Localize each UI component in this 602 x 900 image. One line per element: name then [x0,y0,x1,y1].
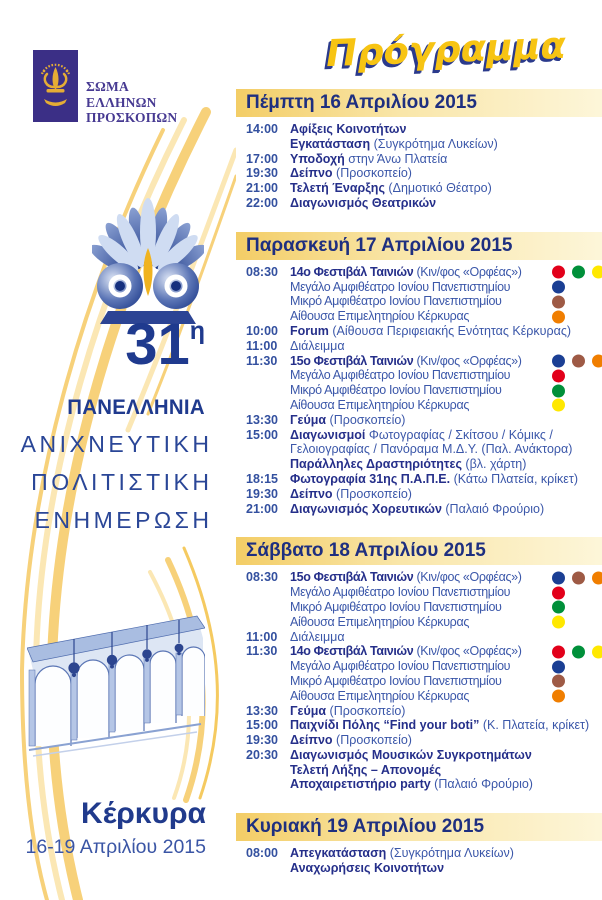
event-name: Παράλληλες Δραστηριότητες [290,457,462,472]
event-text [290,196,436,211]
event-detail: (Κ. Πλατεία, κρίκετ) [479,718,590,733]
day-section [236,813,602,876]
day-section [236,537,602,792]
schedule-row [246,457,602,472]
event-text [290,502,544,517]
event-text [290,630,345,645]
event-detail: Μεγάλο Αμφιθέατρο Ιονίου Πανεπιστημίου [290,659,511,674]
event-detail: Φωτογραφίας / Σκίτσου / Κόμικς / [365,427,553,442]
schedule-row [246,487,602,502]
time-label: 08:30 [246,264,278,279]
event-text [290,472,578,487]
venue-dot-brown [552,675,565,688]
org-name-line: ΠΡΟΣΚΟΠΩΝ [86,110,178,125]
schedule-row [246,861,602,876]
event-detail: (βλ. χάρτη) [461,457,527,472]
event-text [290,398,469,413]
event-detail: (Προσκοπείο) [326,703,406,718]
event-text [290,137,498,152]
venue-dots [552,280,565,293]
event-name: Αναχωρήσεις Κοινοτήτων [290,861,445,876]
schedule-row [246,280,602,295]
event-detail: (Προσκοπείο) [332,166,412,181]
edition-number [125,312,205,377]
event-text [290,428,553,443]
event-detail: Αίθουσα Επιμελητηρίου Κέρκυρας [290,614,469,629]
event-name: Δείπνο [290,486,333,501]
event-detail: Μεγάλο Αμφιθέατρο Ιονίου Πανεπιστημίου [290,279,511,294]
event-detail: (Δημοτικό Θέατρο) [384,181,492,196]
event-detail: Διάλειμμα [290,338,345,353]
event-text [290,442,572,457]
event-detail: Μικρό Αμφιθέατρο Ιονίου Πανεπιστημίου [290,673,502,688]
time-label: 14:00 [246,122,278,136]
schedule [236,89,602,876]
day-header: Σάββατο 18 Απριλίου 2015 [236,537,602,565]
event-text [290,615,469,630]
venue-dots [552,399,565,412]
schedule-row [246,428,602,443]
schedule-row [246,644,602,659]
event-detail: Αίθουσα Επιμελητηρίου Κέρκυρας [290,309,469,324]
venue-dots [552,295,565,308]
venue-dot-yellow [552,616,565,629]
venue-dot-navy [552,354,565,367]
org-name-line: ΕΛΛΗΝΩΝ [86,94,157,110]
anthemion-ornament [92,176,204,326]
venue-dot-navy [552,660,565,673]
time-label: 21:00 [246,181,278,196]
location-name: Κέρκυρα [81,797,206,830]
time-label: 11:00 [246,629,278,644]
venue-dots [552,384,565,397]
time-label: 19:30 [246,166,278,181]
schedule-row [246,383,602,398]
venue-dot-green [572,645,585,658]
time-label: 08:30 [246,570,278,585]
venue-dots [552,601,565,614]
day-section [236,89,602,211]
event-title-line-3: ΠΟΛΙΤΙΣΤΙΚΗ [31,469,213,495]
event-name: Φωτογραφία 31ης Π.Α.Π.Ε. [290,471,451,486]
event-text [290,294,502,309]
day-header: Παρασκευή 17 Απριλίου 2015 [236,232,602,260]
time-label: 21:00 [246,501,278,516]
venue-dot-brown [572,354,585,367]
event-name: Τελετή Λήξης – Απονομές [290,762,442,777]
event-text [290,309,469,324]
event-name: Forum [290,323,329,338]
event-detail: (Αίθουσα Περιφειακής Ενότητας Κέρκυρας) [328,323,572,338]
program-title-area [236,0,602,89]
event-name: 15ο Φεστιβάλ Ταινιών [290,353,414,368]
event-detail: (Προσκοπείο) [332,733,412,748]
day-section [236,232,602,517]
venue-dot-red [552,586,565,599]
event-detail: Μεγάλο Αμφιθέατρο Ιονίου Πανεπιστημίου [290,368,511,383]
event-text [290,354,522,369]
schedule-row [246,354,602,369]
event-text [290,181,492,196]
venue-dot-red [552,645,565,658]
event-detail: (Προσκοπείο) [326,412,406,427]
schedule-row [246,659,602,674]
event-name: Τελετή Έναρξης [290,181,385,196]
venue-dots [552,616,565,629]
schedule-row [246,368,602,383]
event-detail: Διάλειμμα [290,629,345,644]
venue-dot-brown [572,571,585,584]
event-name: Γεύμα [290,703,327,718]
event-text [290,122,406,137]
day-rows [236,565,602,792]
schedule-row [246,674,602,689]
time-label: 13:30 [246,412,278,427]
event-title-line-1: ΠΑΝΕΛΛΗΝΙΑ [67,396,205,419]
event-text [290,280,510,295]
event-text [290,846,514,861]
venue-dot-yellow [552,399,565,412]
org-name-line: ΣΩΜΑ [86,79,129,94]
schedule-row [246,294,602,309]
scout-logo [33,50,78,122]
event-name: Διαγωνισμός Θεατρικών [290,195,437,210]
event-detail: (Κιν/φος «Ορφέας») [413,353,522,368]
event-text [290,777,533,792]
event-detail: στην Άνω Πλατεία [344,151,448,166]
event-name: Διαγωνισμός Μουσικών Συγκροτημάτων [290,747,532,762]
time-label: 08:00 [246,846,278,861]
venue-dot-green [572,266,585,279]
event-name: 15ο Φεστιβάλ Ταινιών [290,570,414,585]
venue-dot-green [552,384,565,397]
schedule-row [246,748,602,763]
event-detail: Μικρό Αμφιθέατρο Ιονίου Πανεπιστημίου [290,294,502,309]
venue-dots [552,690,565,703]
schedule-row [246,152,602,167]
schedule-row [246,413,602,428]
day-header: Πέμπτη 16 Απριλίου 2015 [236,89,602,117]
venue-dot-yellow [592,266,602,279]
time-label: 17:00 [246,151,278,166]
schedule-row [246,689,602,704]
venue-dot-orange [592,354,602,367]
event-text [290,763,441,778]
event-detail: Μικρό Αμφιθέατρο Ιονίου Πανεπιστημίου [290,383,502,398]
schedule-row [246,122,602,137]
schedule-row [246,502,602,517]
schedule-row [246,265,602,280]
event-detail: Μεγάλο Αμφιθέατρο Ιονίου Πανεπιστημίου [290,585,511,600]
venue-dots [552,571,602,584]
schedule-row [246,137,602,152]
venue-dot-brown [552,295,565,308]
venue-dots [552,266,602,279]
time-label: 20:30 [246,747,278,762]
fleur-de-lis-icon [33,50,78,122]
time-label: 15:00 [246,718,278,733]
venue-dot-orange [552,690,565,703]
venue-dot-orange [552,310,565,323]
venue-dot-navy [552,280,565,293]
day-rows [236,841,602,876]
schedule-row [246,777,602,792]
left-column [0,0,236,900]
schedule-row [246,718,602,733]
schedule-row [246,166,602,181]
venue-dots [552,586,565,599]
time-label: 18:15 [246,471,278,486]
event-text [290,748,532,763]
time-label: 10:00 [246,323,278,338]
schedule-row [246,733,602,748]
time-label: 15:00 [246,427,278,442]
event-title-line-4: ΕΝΗΜΕΡΩΣΗ [34,507,213,533]
event-name: Υποδοχή [290,151,345,166]
right-column [236,0,602,876]
event-dates: 16-19 Απριλίου 2015 [25,836,206,858]
schedule-row [246,630,602,645]
time-label: 19:30 [246,733,278,748]
event-name: Διαγωνισμοί [290,427,366,442]
schedule-row [246,324,602,339]
venue-dots [552,645,602,658]
time-label: 22:00 [246,195,278,210]
event-text [290,861,444,876]
event-text [290,644,522,659]
event-name: 14ο Φεστιβάλ Ταινιών [290,264,414,279]
event-text [290,166,412,181]
schedule-row [246,600,602,615]
event-detail: (Κιν/φος «Ορφέας») [413,644,522,659]
event-name: Εγκατάσταση [290,136,371,151]
event-detail: (Κιν/φος «Ορφέας») [413,570,522,585]
event-detail: (Προσκοπείο) [332,486,412,501]
event-text [290,457,526,472]
venue-dot-red [552,266,565,279]
event-text [290,339,345,354]
event-text [290,570,522,585]
schedule-row [246,339,602,354]
edition-number-suffix: η [189,317,205,345]
event-text [290,704,405,719]
time-label: 19:30 [246,486,278,501]
schedule-row [246,763,602,778]
event-name: Αποχαιρετιστήριο party [290,777,431,792]
time-label: 11:30 [246,353,278,368]
event-detail: Αίθουσα Επιμελητηρίου Κέρκυρας [290,688,469,703]
event-detail: (Κιν/φος «Ορφέας») [413,264,522,279]
schedule-row [246,846,602,861]
org-name [86,79,177,126]
event-name: Αφίξεις Κοινοτήτων [290,122,407,136]
event-name: Δείπνο [290,166,333,181]
program-title: Πρόγραμμα [325,23,567,76]
day-header: Κυριακή 19 Απριλίου 2015 [236,813,602,841]
schedule-row [246,398,602,413]
schedule-row [246,472,602,487]
event-text [290,487,412,502]
schedule-row [246,181,602,196]
event-text [290,733,412,748]
event-name: 14ο Φεστιβάλ Ταινιών [290,644,414,659]
event-detail: Μικρό Αμφιθέατρο Ιονίου Πανεπιστημίου [290,599,502,614]
event-detail: (Παλαιό Φρούριο) [441,501,545,516]
event-detail: Αίθουσα Επιμελητηρίου Κέρκυρας [290,397,469,412]
time-label: 11:00 [246,338,278,353]
venue-dots [552,369,565,382]
corfu-arcade-sketch [27,610,205,760]
event-title-line-2: ΑΝΙΧΝΕΥΤΙΚΗ [20,431,213,457]
event-text [290,585,510,600]
event-text [290,324,571,339]
event-text [290,152,447,167]
venue-dot-red [552,369,565,382]
venue-dots [552,660,565,673]
venue-dots [552,675,565,688]
event-text [290,600,502,615]
event-text [290,674,502,689]
event-detail: (Συγκρότημα Λυκείων) [370,136,498,151]
venue-dot-orange [592,571,602,584]
schedule-row [246,585,602,600]
schedule-row [246,570,602,585]
event-text [290,413,405,428]
schedule-row [246,196,602,211]
event-name: Γεύμα [290,412,327,427]
venue-dots [552,310,565,323]
venue-dot-green [552,601,565,614]
event-name: Διαγωνισμός Χορευτικών [290,501,442,516]
time-label: 11:30 [246,644,278,659]
time-label: 13:30 [246,703,278,718]
event-text [290,689,469,704]
day-rows [236,260,602,517]
event-detail: Γελοιογραφίας / Πανόραμα Μ.Δ.Υ. (Παλ. Ανάκτορα) [290,442,573,457]
event-name: Παιχνίδι Πόλης “Find your boti” [290,718,480,733]
venue-dot-yellow [592,645,602,658]
event-detail: (Παλαιό Φρούριο) [430,777,533,792]
schedule-row [246,442,602,457]
day-rows [236,117,602,211]
venue-dots [552,354,602,367]
event-name: Δείπνο [290,733,333,748]
schedule-row [246,615,602,630]
event-text [290,368,510,383]
event-text [290,265,522,280]
event-name: Απεγκατάσταση [290,846,387,861]
event-detail: (Κάτω Πλατεία, κρίκετ) [450,471,578,486]
event-text [290,383,502,398]
schedule-row [246,309,602,324]
event-text [290,659,510,674]
event-detail: (Συγκρότημα Λυκείων) [386,846,514,861]
event-text [290,718,589,733]
schedule-row [246,704,602,719]
edition-number-value: 31 [125,312,190,377]
venue-dot-navy [552,571,565,584]
